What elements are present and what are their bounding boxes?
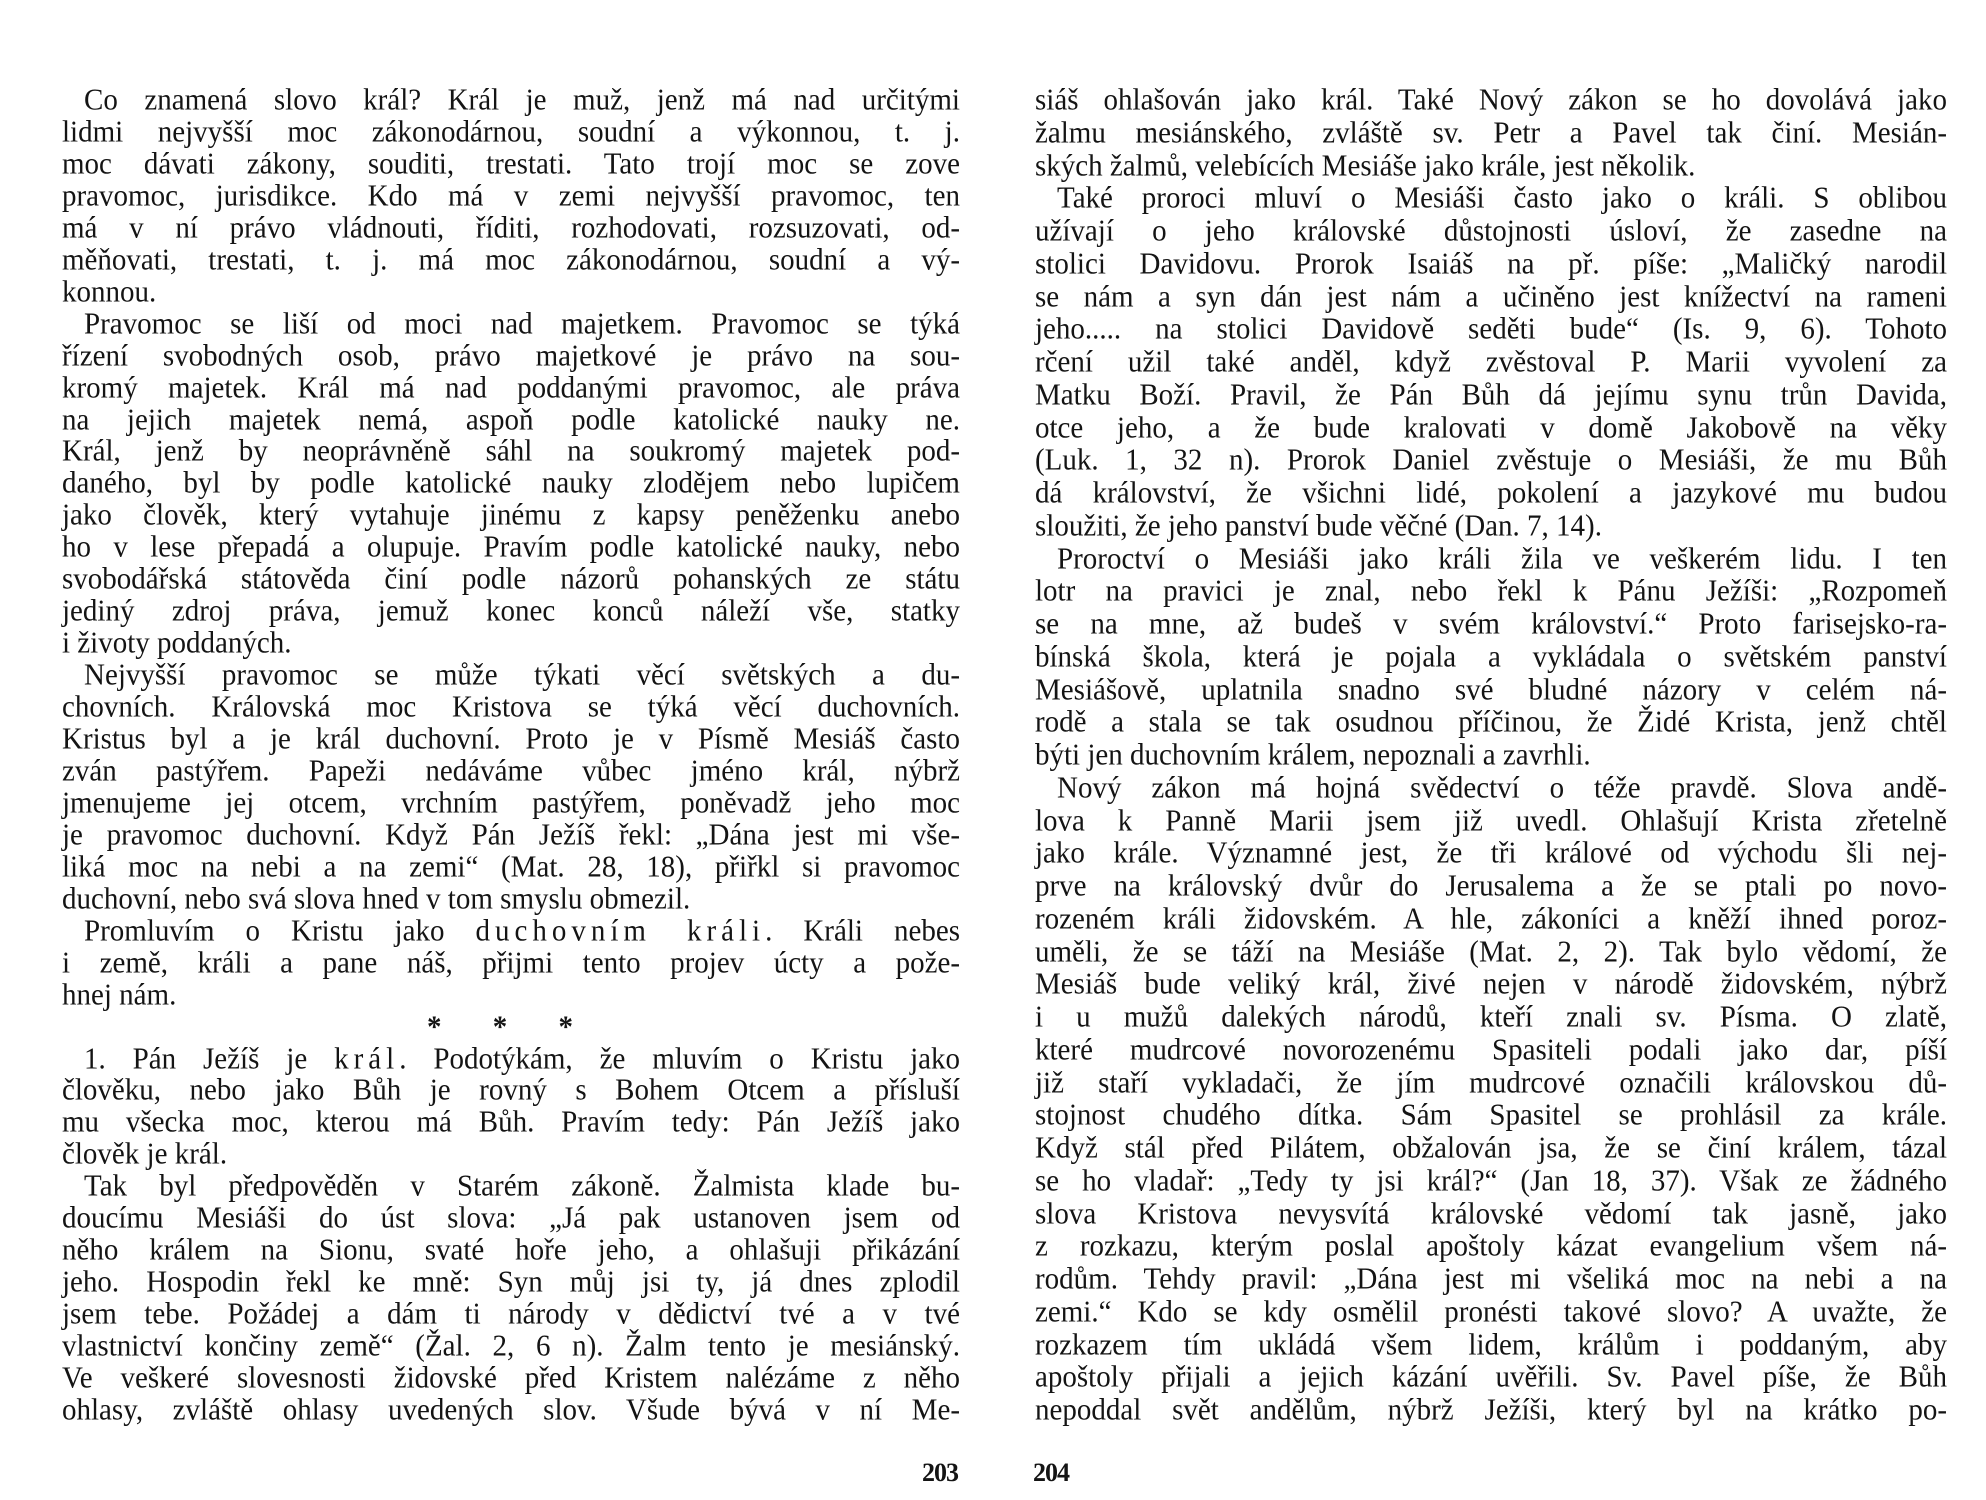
text-line xyxy=(1035,443,1947,477)
text-segment: Když stál před Pilátem, obžalován jsa, že se činí králem, tázal xyxy=(1035,1131,1947,1165)
text-line xyxy=(62,1042,960,1076)
text-segment: (Luk. 1, 32 n). Prorok Daniel zvěstuje o Mesiáši, že mu Bůh xyxy=(1035,443,1947,478)
text-segment: řízení svobodných osob, právo majetkové je právo na sou- xyxy=(62,338,960,373)
text-segment: i u mužů dalekých národů, kteří znali sv. Písma. O zlatě, xyxy=(1035,1000,1947,1034)
text-line xyxy=(62,1201,960,1235)
text-segment: jeho..... na stolici Davidově seděti bude“ (Is. 9, 6). Tohoto xyxy=(1035,312,1947,347)
emphasized-text: král xyxy=(334,1041,400,1076)
text-line xyxy=(62,562,960,596)
text-line xyxy=(1035,1066,1947,1100)
text-line xyxy=(62,626,960,660)
text-line xyxy=(1035,1262,1947,1296)
text-segment: nepoddal svět andělům, nýbrž Ježíši, který byl na krátko po- xyxy=(1035,1393,1947,1427)
text-segment: otce jeho, a že bude kralovati v domě Jakobově na věky xyxy=(1035,410,1947,445)
text-line xyxy=(62,914,960,948)
text-segment: 1. Pán Ježíš je xyxy=(84,1041,335,1076)
text-line xyxy=(62,1169,960,1203)
text-segment: lidmi nejvyšší moc zákonodárnou, soudní a výkonnou, t. j. xyxy=(62,114,960,149)
text-segment: lova k Panně Marii jsem již uvedl. Ohlašují Krista zřetelně xyxy=(1035,803,1947,838)
text-line xyxy=(1035,1131,1947,1165)
text-segment: má v ní právo vládnouti, říditi, rozhodovati, rozsuzovati, od- xyxy=(62,210,960,245)
text-segment: člověk je král. xyxy=(62,1137,228,1172)
text-line xyxy=(62,275,960,309)
text-line xyxy=(1035,1295,1947,1329)
text-line xyxy=(1035,804,1947,838)
text-segment: lotr na pravici je znal, nebo řekl k Pánu Ježíši: „Rozpomeň xyxy=(1035,574,1947,609)
text-segment: Nejvyšší pravomoc se může týkati věcí světských a du- xyxy=(84,658,960,693)
text-segment: * * * xyxy=(427,1009,595,1044)
text-line xyxy=(1035,738,1947,772)
text-segment: zemi.“ Kdo se kdy osmělil pronésti takové slovo? A uvažte, že xyxy=(1035,1294,1947,1329)
text-line xyxy=(62,722,960,756)
text-line xyxy=(62,1393,960,1427)
text-line xyxy=(1035,574,1947,608)
text-segment: žalmu mesiánského, zvláště sv. Petr a Pavel tak činí. Mesián- xyxy=(1035,115,1947,150)
text-segment: jsem tebe. Požádej a dám ti národy v dědictví tvé a v tvé xyxy=(62,1297,960,1332)
text-segment: liká moc na nebi a na zemi“ (Mat. 28, 18), přiřkl si pravomoc xyxy=(62,849,960,884)
text-segment: i země, králi a pane náš, přijmi tento projev úcty a pože- xyxy=(62,945,960,980)
text-line xyxy=(62,1137,960,1171)
text-segment: i životy poddaných. xyxy=(62,626,292,661)
text-segment: býti jen duchovním králem, nepoznali a zavrhli. xyxy=(1035,738,1591,772)
text-line xyxy=(1035,476,1947,510)
text-line xyxy=(62,818,960,852)
text-segment: je pravomoc duchovní. Když Pán Ježíš řekl: „Dána jest mi vše- xyxy=(62,817,960,852)
text-segment: něho králem na Sionu, svaté hoře jeho, a ohlašuji přikázání xyxy=(62,1233,960,1268)
text-segment: Pravomoc se liší od moci nad majetkem. Pravomoc se týká xyxy=(84,306,960,341)
text-line xyxy=(1035,1360,1947,1394)
text-line xyxy=(1035,935,1947,969)
text-line xyxy=(1035,214,1947,248)
text-segment: konnou. xyxy=(62,274,157,309)
text-line xyxy=(62,179,960,213)
text-segment: rozkazem tím ukládá všem lidem, králům i poddaným, aby xyxy=(1035,1327,1947,1362)
text-line xyxy=(1035,280,1947,314)
text-line xyxy=(1035,705,1947,739)
text-segment: vlastnictví končiny země“ (Žal. 2, 6 n). Žalm tento je mesiánský. xyxy=(62,1329,960,1364)
right-page xyxy=(993,0,1986,1500)
text-segment: svobodářská státověda činí podle názorů pohanských ze státu xyxy=(62,562,960,597)
text-segment: z rozkazu, kterým poslal apoštoly kázat evangelium všem ná- xyxy=(1035,1229,1947,1264)
text-line xyxy=(1035,345,1947,379)
text-line xyxy=(62,1074,960,1108)
text-line xyxy=(62,530,960,564)
text-segment: chovních. Královská moc Kristova se týká věcí duchovních. xyxy=(62,690,960,725)
text-line xyxy=(62,434,960,468)
text-segment: se na mne, až budeš v svém království.“ Proto farisejsko-ra- xyxy=(1035,607,1947,641)
text-line xyxy=(62,1265,960,1299)
text-segment: již staří vykladači, že jím mudrcové označili královskou dů- xyxy=(1035,1065,1947,1100)
text-segment: Ve veškeré slovesnosti židovské před Kristem nalézáme z něho xyxy=(62,1361,960,1396)
text-line xyxy=(62,882,960,916)
text-line xyxy=(62,466,960,500)
text-segment: Král, jenž by neoprávněně sáhl na soukromý majetek pod- xyxy=(62,434,960,469)
text-line xyxy=(62,115,960,149)
text-segment: Nový zákon má hojná svědectví o téže pravdě. Slova andě- xyxy=(1057,770,1947,805)
text-line xyxy=(62,658,960,692)
text-line xyxy=(1035,509,1947,543)
text-line xyxy=(1035,607,1947,641)
text-line xyxy=(1035,1098,1947,1132)
text-line xyxy=(62,786,960,820)
text-segment: siáš ohlašován jako král. Také Nový zákon se ho dovolává jako xyxy=(1035,83,1947,117)
text-line xyxy=(1035,1033,1947,1067)
text-line xyxy=(1035,83,1947,117)
text-line xyxy=(1035,640,1947,674)
text-segment: pravomoc, jurisdikce. Kdo má v zemi nejvyšší pravomoc, ten xyxy=(62,178,960,213)
text-line xyxy=(62,339,960,373)
text-line xyxy=(62,978,960,1012)
text-segment: Tak byl předpověděn v Starém zákoně. Žalmista klade bu- xyxy=(84,1169,960,1204)
text-segment: Mesiáš bude veliký král, živé nejen v národě židovském, nýbrž xyxy=(1035,967,1947,1002)
text-line xyxy=(1035,673,1947,707)
text-line xyxy=(1035,869,1947,903)
text-segment: Promluvím o Kristu jako xyxy=(84,913,476,948)
text-segment: jako člověk, který vytahuje jinému z kapsy peněženku anebo xyxy=(62,498,960,533)
text-segment: rozeném králi židovském. A hle, zákoníci a kněží ihned poroz- xyxy=(1035,901,1947,936)
text-line xyxy=(62,1297,960,1331)
text-line xyxy=(1035,181,1947,215)
text-segment: duchovní, nebo svá slova hned v tom smyslu obmezil. xyxy=(62,881,691,916)
page-number: 204 xyxy=(1033,1458,1069,1487)
text-segment: dá království, že všichni lidé, pokolení a jazykové mu budou xyxy=(1035,476,1947,510)
text-segment: měňovati, trestati, t. j. má moc zákonodárnou, soudní a vý- xyxy=(62,242,960,277)
text-segment: Mesiášově, uplatnila snadno své bludné názory v celém ná- xyxy=(1035,672,1947,707)
text-line xyxy=(62,243,960,277)
text-line xyxy=(62,211,960,245)
text-line xyxy=(62,690,960,724)
text-segment: hnej nám. xyxy=(62,977,177,1012)
text-segment: se ho vladař: „Tedy ty jsi král?“ (Jan 18, 37). Však ze žádného xyxy=(1035,1163,1947,1198)
text-line xyxy=(62,403,960,437)
text-line xyxy=(62,498,960,532)
text-line xyxy=(1035,247,1947,281)
text-segment: na jejich majetek nemá, aspoň podle katolické nauky ne. xyxy=(62,402,960,437)
text-segment: užívají o jeho královské důstojnosti úsloví, že zasedne na xyxy=(1035,214,1947,248)
text-segment: jmenujeme jej otcem, vrchním pastýřem, poněvadž jeho moc xyxy=(62,785,960,820)
text-line xyxy=(1035,1000,1947,1034)
text-segment: kromý majetek. Král má nad poddanými pravomoc, ale práva xyxy=(62,370,960,405)
text-line xyxy=(62,1361,960,1395)
text-segment: daného, byl by podle katolické nauky zlodějem nebo lupičem xyxy=(62,466,960,501)
text-line xyxy=(62,1105,960,1139)
text-line xyxy=(1035,312,1947,346)
text-line xyxy=(62,1233,960,1267)
text-segment: apoštoly přijali a jejich kázání uvěřili. Sv. Pavel píše, že Bůh xyxy=(1035,1360,1947,1395)
text-line xyxy=(1035,1164,1947,1198)
text-segment: stojnost chudého dítka. Sám Spasitel se prohlásil za krále. xyxy=(1035,1098,1947,1133)
text-segment: jeho. Hospodin řekl ke mně: Syn můj jsi ty, já dnes zplodil xyxy=(62,1265,960,1300)
text-segment: Co znamená slovo král? Král je muž, jenž má nad určitými xyxy=(84,83,960,117)
text-segment: jako krále. Významné jest, že tři králové od východu šli nej- xyxy=(1035,836,1947,871)
text-segment: jediný zdroj práva, jemuž konec konců náleží vše, statky xyxy=(62,594,960,629)
section-divider xyxy=(62,1010,960,1044)
text-segment: Proroctví o Mesiáši jako králi žila ve veškerém lidu. I ten xyxy=(1057,541,1947,576)
text-segment: člověku, nebo jako Bůh je rovný s Bohem Otcem a přísluší xyxy=(62,1073,960,1108)
text-segment: Kristus byl a je král duchovní. Proto je v Písmě Mesiáš často xyxy=(62,722,960,756)
text-line xyxy=(62,850,960,884)
text-line xyxy=(1035,411,1947,445)
text-line xyxy=(62,371,960,405)
text-line xyxy=(1035,836,1947,870)
text-segment: mu všecka moc, kterou má Bůh. Pravím tedy: Pán Ježíš jako xyxy=(62,1105,960,1140)
text-line xyxy=(62,946,960,980)
text-line xyxy=(62,147,960,181)
text-segment: ohlasy, zvláště ohlasy uvedených slov. Všude bývá v ní Me- xyxy=(62,1393,960,1427)
text-line xyxy=(1035,1229,1947,1263)
text-line xyxy=(1035,967,1947,1001)
text-line xyxy=(1035,1328,1947,1362)
text-line xyxy=(1035,902,1947,936)
text-line xyxy=(62,594,960,628)
text-segment: . Podotýkám, že mluvím o Kristu jako xyxy=(399,1041,960,1076)
text-segment: moc dávati zákony, souditi, trestati. Tato trojí moc se zove xyxy=(62,146,960,181)
text-segment: bínská škola, která je pojala a vykládala o světském panství xyxy=(1035,639,1947,674)
text-segment: ho v lese přepadá a olupuje. Pravím podle katolické nauky, nebo xyxy=(62,530,960,565)
text-line xyxy=(1035,116,1947,150)
text-line xyxy=(1035,542,1947,576)
page-number: 203 xyxy=(922,1458,958,1487)
text-segment: rčení užil také anděl, když zvěstoval P. Marii vyvolení za xyxy=(1035,345,1947,379)
text-line xyxy=(1035,1197,1947,1231)
text-segment: doucímu Mesiáši do úst slova: „Já pak ustanoven jsem od xyxy=(62,1201,960,1236)
text-line xyxy=(62,1329,960,1363)
text-line xyxy=(1035,378,1947,412)
text-segment: Matku Boží. Pravil, že Pán Bůh dá jejímu synu trůn Davida, xyxy=(1035,377,1947,412)
text-line xyxy=(62,307,960,341)
text-line xyxy=(62,754,960,788)
emphasized-text: duchovním králi xyxy=(475,913,766,948)
text-line xyxy=(1035,771,1947,805)
text-segment: prve na královský dvůr do Jerusalema a že se ptali po novo- xyxy=(1035,869,1947,903)
text-segment: ských žalmů, velebících Mesiáše jako krále, jest několik. xyxy=(1035,148,1696,183)
text-segment: Také proroci mluví o Mesiáši často jako o králi. S oblibou xyxy=(1057,181,1947,216)
text-segment: rodům. Tehdy pravil: „Dána jest mi všeliká moc na nebi a na xyxy=(1035,1262,1947,1296)
text-segment: se nám a syn dán jest nám a učiněno jest knížectví na rameni xyxy=(1035,279,1947,314)
text-segment: které mudrcové novorozenému Spasiteli podali jako dar, píší xyxy=(1035,1032,1947,1067)
text-segment: zván pastýřem. Papeži nedáváme vůbec jméno král, nýbrž xyxy=(62,754,960,788)
text-segment: sloužiti, že jeho panství bude věčné (Dan. 7, 14). xyxy=(1035,508,1602,543)
text-segment: slova Kristova nevysvítá královské vědomí tak jasně, jako xyxy=(1035,1196,1947,1231)
text-line xyxy=(1035,149,1947,183)
text-line xyxy=(1035,1393,1947,1427)
text-segment: uměli, že se táží na Mesiáše (Mat. 2, 2). Tak bylo vědomí, že xyxy=(1035,934,1947,969)
text-segment: stolici Davidovu. Prorok Isaiáš na př. píše: „Maličký narodil xyxy=(1035,246,1947,281)
text-line xyxy=(62,83,960,117)
text-segment: . Králi nebes xyxy=(765,913,960,948)
text-segment: rodě a stala se tak osudnou příčinou, že Židé Krista, jenž chtěl xyxy=(1035,705,1947,740)
